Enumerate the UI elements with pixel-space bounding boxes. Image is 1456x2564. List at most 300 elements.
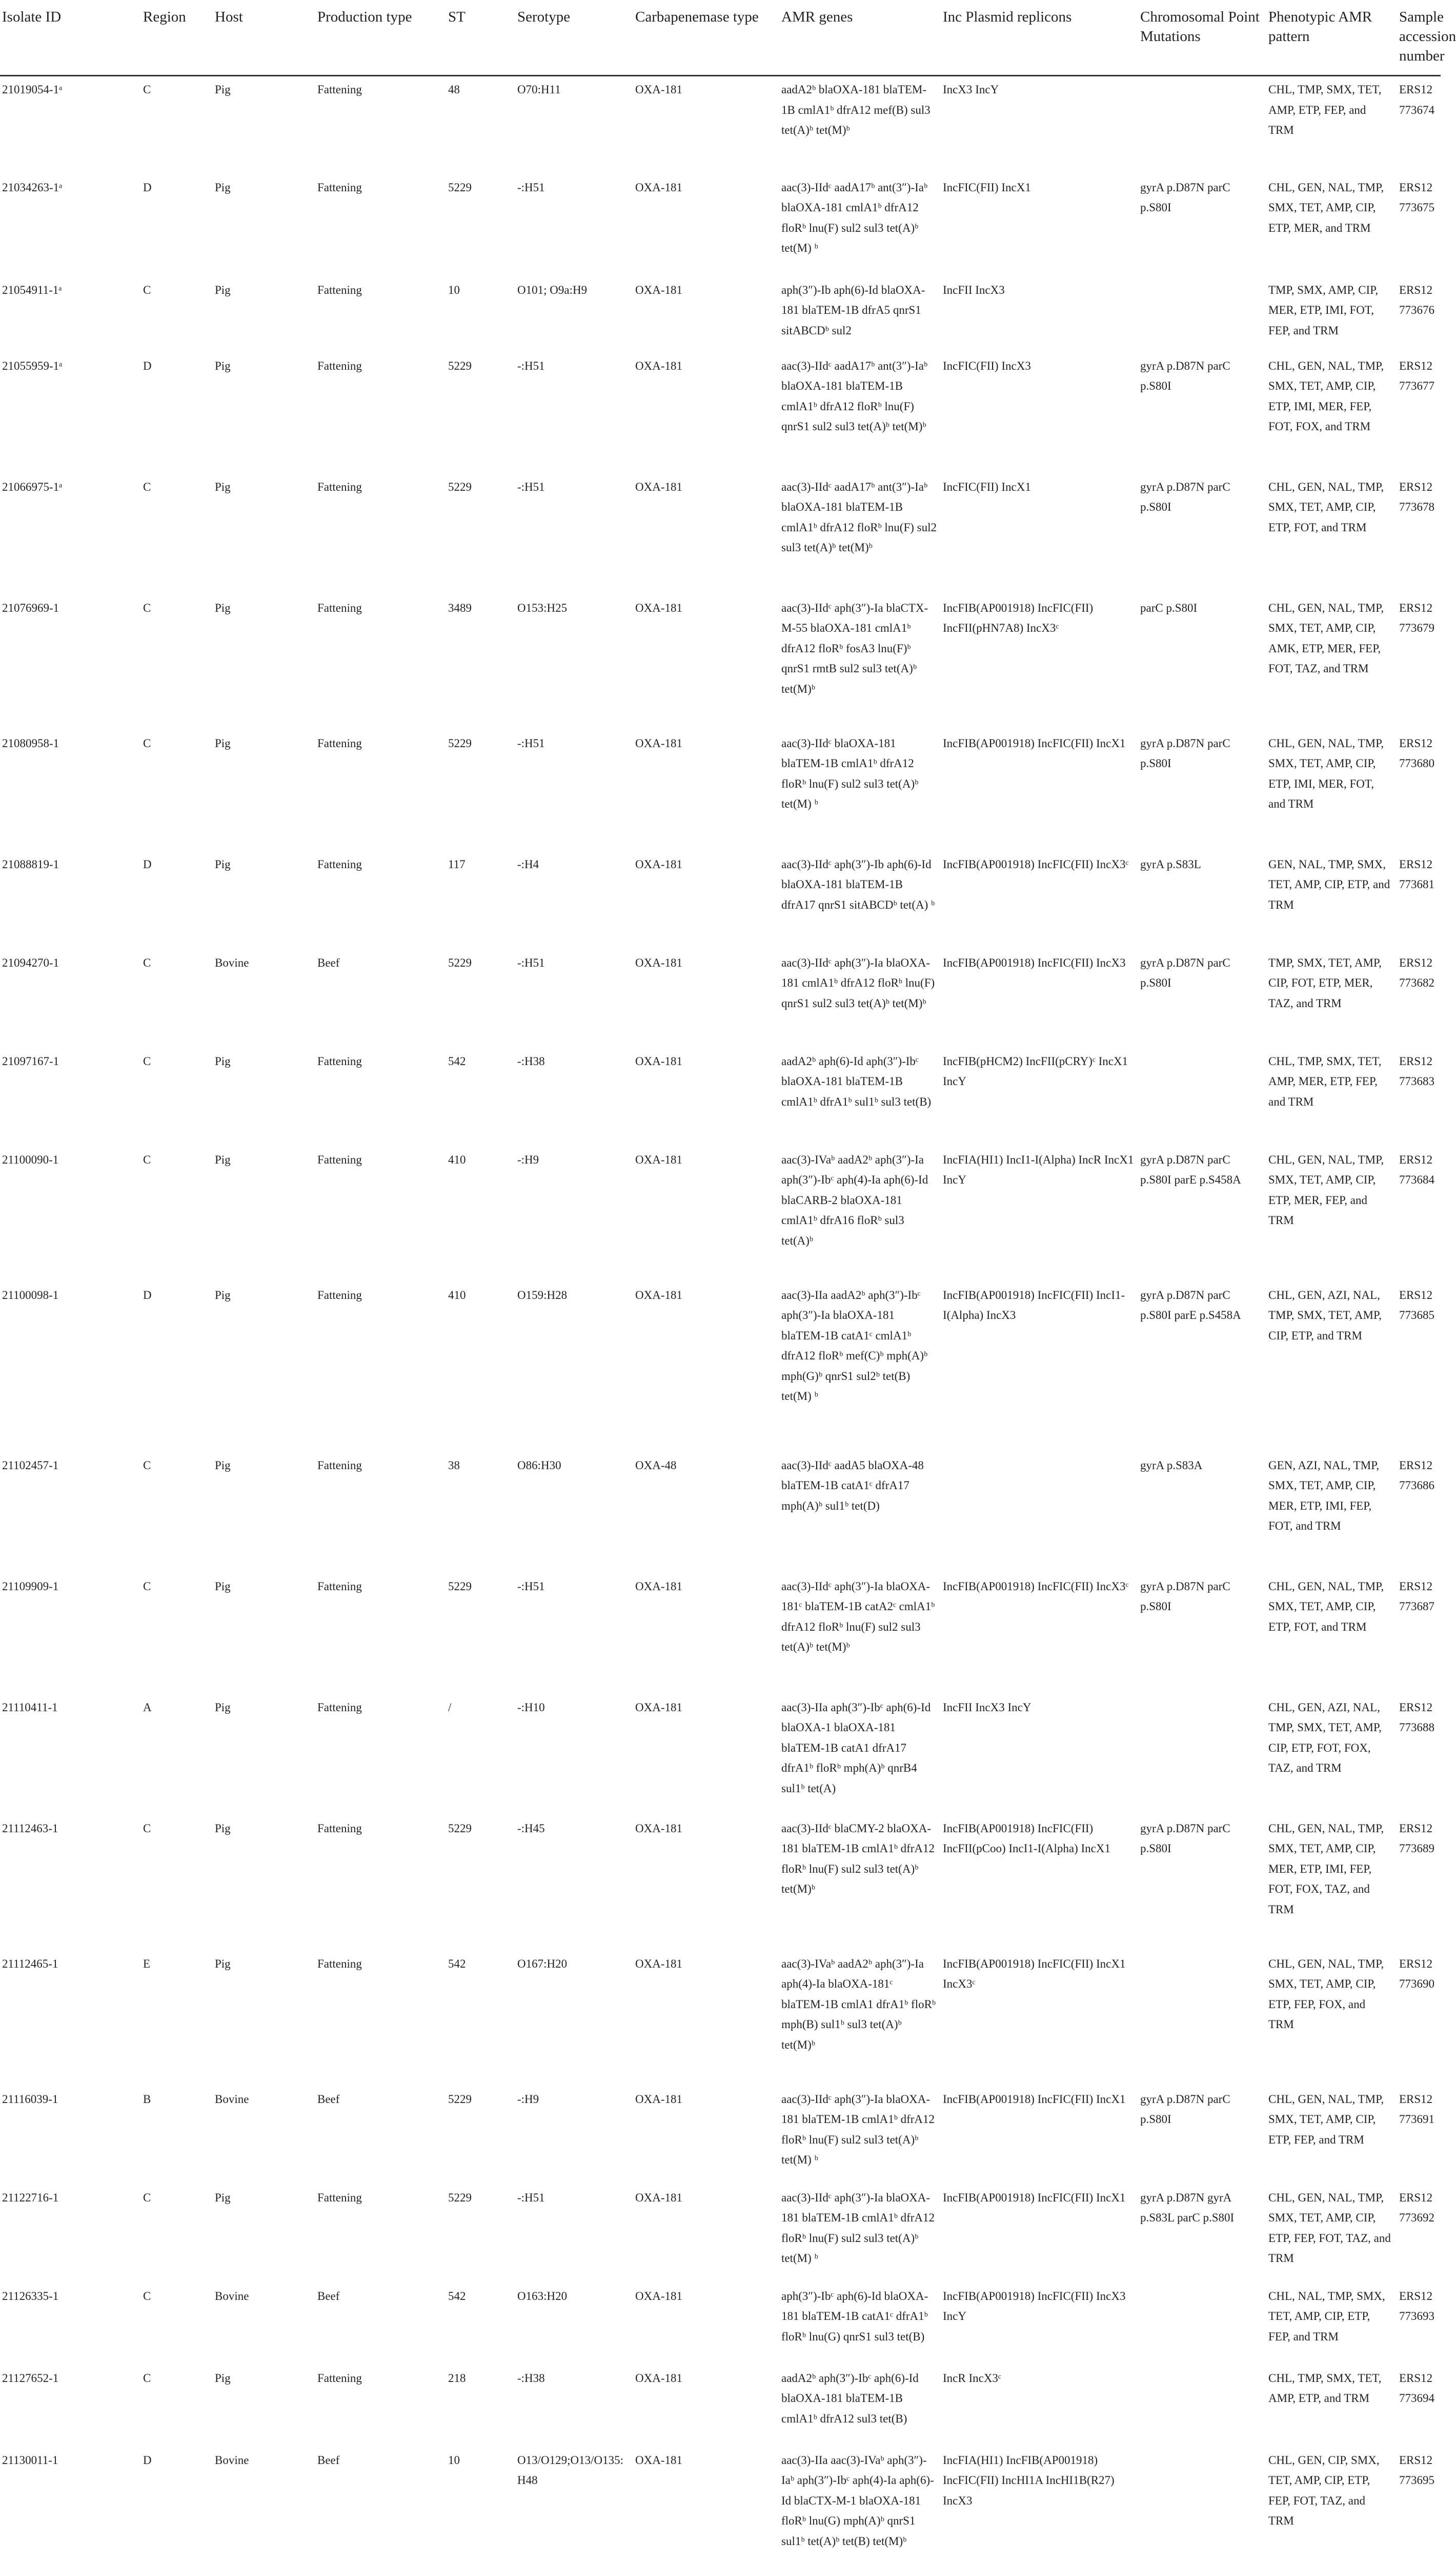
cell-production-type: Fattening [317,181,362,194]
cell-region: E [143,1957,151,1970]
cell-region: C [143,1579,151,1593]
cell-host: Pig [215,1579,231,1593]
cell-isolate-id: 21019054-1ᵃ [2,83,63,96]
cell-isolate-id: 21100090-1 [2,1153,59,1166]
cell-region: B [143,2092,151,2106]
table-body [0,76,1441,2564]
cell-chromosomal-point-mutations: gyrA p.D87N parC p.S80I [1140,359,1230,392]
cell-carbapenemase-type: OXA-181 [635,1957,682,1970]
cell-production-type: Beef [317,2453,340,2467]
cell-region: C [143,601,151,614]
cell-host: Bovine [215,2092,249,2106]
cell-phenotypic-amr-pattern: CHL, GEN, NAL, TMP, SMX, TET, AMP, CIP, AMK, ETP, MER, FEP, FOT, TAZ, and TRM [1268,601,1384,675]
cell-sample-accession-number: ERS12773685 [1399,1288,1434,1321]
cell-chromosomal-point-mutations: gyrA p.S83L [1140,857,1201,871]
cell-host: Pig [215,1821,231,1835]
cell-region: C [143,1054,151,1068]
column-header-amr-genes: AMR genes [779,0,941,76]
cell-serotype: -:H51 [517,359,545,372]
cell-production-type: Fattening [317,2371,362,2385]
cell-chromosomal-point-mutations: gyrA p.D87N gyrA p.S83L parC p.S80I [1140,2191,1235,2224]
cell-phenotypic-amr-pattern: CHL, GEN, CIP, SMX, TET, AMP, CIP, ETP, FEP, FOT, TAZ, and TRM [1268,2453,1380,2527]
cell-isolate-id: 21034263-1ᵃ [2,181,63,194]
cell-inc-plasmid-replicons: IncFIC(FII) IncX1 [943,181,1031,194]
column-header-serotype: Serotype [515,0,633,76]
cell-sample-accession-number: ERS12773688 [1399,1700,1434,1734]
table-row [0,2447,1441,2564]
cell-isolate-id: 21112465-1 [2,1957,58,1970]
cell-isolate-id: 21066975-1ᵃ [2,480,63,493]
table-row [0,950,1441,1048]
table-row [0,2086,1441,2185]
cell-amr-genes: aac(3)-IIdᶜ aph(3″)-Ia blaCTX-M-55 blaOXA-181 cmlA1ᵇ dfrA12 floRᵇ fosA3 lnu(F)ᵇ qnrS1 rmtB sul2 sul3 tet(A)ᵇ tet(M)ᵇ [781,601,928,695]
cell-inc-plasmid-replicons: IncFIB(AP001918) IncFIC(FII) IncX3ᶜ [943,1579,1129,1593]
cell-carbapenemase-type: OXA-181 [635,2289,682,2302]
cell-amr-genes: aac(3)-IIdᶜ aph(3″)-Ia blaOXA-181 cmlA1ᵇ dfrA12 floRᵇ lnu(F) qnrS1 sul2 sul3 tet(A)ᵇ tet(M)ᵇ [781,956,935,1010]
cell-region: C [143,83,151,96]
cell-inc-plasmid-replicons: IncFIB(AP001918) IncFIC(FII) IncFII(pHN7A8) IncX3ᶜ [943,601,1094,634]
cell-host: Pig [215,2371,231,2385]
cell-production-type: Fattening [317,2191,362,2204]
cell-chromosomal-point-mutations [1138,2283,1266,2365]
cell-isolate-id: 21127652-1 [2,2371,59,2385]
table-row [0,1282,1441,1452]
cell-production-type: Fattening [317,1700,362,1714]
table-row [0,730,1441,851]
cell-carbapenemase-type: OXA-181 [635,359,682,372]
cell-amr-genes: aac(3)-IVaᵇ aadA2ᵇ aph(3″)-Ia aph(3″)-Ibᶜ aph(4)-Ia aph(6)-Id blaCARB-2 blaOXA-181 cmlA1ᵇ dfrA16 floRᵇ sul3 tet(A)ᵇ [781,1153,928,1247]
cell-serotype: O167:H20 [517,1957,568,1970]
cell-region: D [143,1288,152,1301]
cell-host: Pig [215,2191,231,2204]
cell-st: 117 [448,857,466,871]
cell-carbapenemase-type: OXA-181 [635,2191,682,2204]
cell-serotype: -:H4 [517,857,539,871]
cell-production-type: Fattening [317,1458,362,1472]
cell-host: Pig [215,181,231,194]
column-header-isolate-id: Isolate ID [0,0,141,76]
cell-amr-genes: aadA2ᵇ aph(6)-Id aph(3″)-Ibᶜ blaOXA-181 blaTEM-1B cmlA1ᵇ dfrA1ᵇ sul1ᵇ sul3 tet(B) [781,1054,932,1108]
cell-amr-genes: aac(3)-IIdᶜ aadA17ᵇ ant(3″)-Iaᵇ blaOXA-181 blaTEM-1B cmlA1ᵇ dfrA12 floRᵇ lnu(F) sul2 sul3 tet(A)ᵇ tet(M)ᵇ [781,480,937,554]
cell-production-type: Fattening [317,601,362,614]
cell-st: 410 [448,1153,466,1166]
table-row [0,277,1441,353]
cell-phenotypic-amr-pattern: TMP, SMX, AMP, CIP, MER, ETP, IMI, FOT, FEP, and TRM [1268,283,1379,337]
column-header-host: Host [213,0,315,76]
table-row [0,851,1441,950]
cell-st: 5229 [448,1579,472,1593]
cell-serotype: O159:H28 [517,1288,568,1301]
cell-amr-genes: aac(3)-IIdᶜ aph(3″)-Ia blaOXA-181 blaTEM-1B cmlA1ᵇ dfrA12 floRᵇ lnu(F) sul2 sul3 tet(A)ᵇ tet(M) ᵇ [781,2092,935,2166]
cell-production-type: Fattening [317,857,362,871]
cell-chromosomal-point-mutations: gyrA p.D87N parC p.S80I parE p.S458A [1140,1288,1241,1321]
cell-st: 542 [448,1054,466,1068]
cell-chromosomal-point-mutations [1138,2365,1266,2447]
cell-amr-genes: aac(3)-IIdᶜ aph(3″)-Ia blaOXA-181 blaTEM-1B cmlA1ᵇ dfrA12 floRᵇ lnu(F) sul2 sul3 tet(A)ᵇ tet(M) ᵇ [781,2191,935,2265]
cell-chromosomal-point-mutations: gyrA p.D87N parC p.S80I [1140,480,1230,513]
cell-host: Pig [215,857,231,871]
cell-inc-plasmid-replicons: IncFIC(FII) IncX3 [943,359,1031,372]
cell-st: 10 [448,283,460,296]
cell-production-type: Beef [317,2092,340,2106]
cell-carbapenemase-type: OXA-181 [635,181,682,194]
cell-sample-accession-number: ERS12773693 [1399,2289,1434,2322]
cell-host: Pig [215,1054,231,1068]
cell-amr-genes: aadA2ᵇ blaOXA-181 blaTEM-1B cmlA1ᵇ dfrA12 mef(B) sul3 tet(A)ᵇ tet(M)ᵇ [781,83,931,136]
cell-region: C [143,2289,151,2302]
cell-st: 5229 [448,736,472,750]
cell-amr-genes: aac(3)-IIdᶜ aadA17ᵇ ant(3″)-Iaᵇ blaOXA-181 blaTEM-1B cmlA1ᵇ dfrA12 floRᵇ lnu(F) qnrS1 sul2 sul3 tet(A)ᵇ tet(M)ᵇ [781,359,928,433]
table-row [0,474,1441,595]
cell-amr-genes: aac(3)-IIdᶜ aadA5 blaOXA-48 blaTEM-1B catA1ᶜ dfrA17 mph(A)ᵇ sul1ᵇ tet(D) [781,1458,924,1512]
cell-serotype: -:H38 [517,1054,545,1068]
cell-production-type: Fattening [317,480,362,493]
cell-carbapenemase-type: OXA-181 [635,956,682,969]
cell-region: D [143,857,152,871]
cell-phenotypic-amr-pattern: GEN, AZI, NAL, TMP, SMX, TET, AMP, CIP, MER, ETP, IMI, FEP, FOT, and TRM [1268,1458,1380,1532]
cell-isolate-id: 21116039-1 [2,2092,58,2106]
column-header-phenotypic-amr-pattern: Phenotypic AMR pattern [1266,0,1397,76]
cell-st: 542 [448,2289,466,2302]
cell-sample-accession-number: ERS12773675 [1399,181,1434,214]
cell-st: 5229 [448,181,472,194]
cell-chromosomal-point-mutations [1138,277,1266,353]
cell-amr-genes: aph(3″)-Ibᶜ aph(6)-Id blaOXA-181 blaTEM-1B catA1ᶜ dfrA1ᵇ floRᵇ lnu(G) qnrS1 sul3 tet(B) [781,2289,928,2343]
cell-inc-plasmid-replicons: IncFIB(AP001918) IncFIC(FII) IncX1 IncX3ᶜ [943,1957,1126,1990]
cell-inc-plasmid-replicons: IncFIB(pHCM2) IncFII(pCRY)ᶜ IncX1 IncY [943,1054,1128,1088]
cell-serotype: O70:H11 [517,83,561,96]
cell-phenotypic-amr-pattern: CHL, GEN, AZI, NAL, TMP, SMX, TET, AMP, CIP, ETP, and TRM [1268,1288,1382,1342]
cell-host: Pig [215,736,231,750]
cell-region: C [143,2191,151,2204]
cell-inc-plasmid-replicons: IncFIC(FII) IncX1 [943,480,1031,493]
cell-inc-plasmid-replicons: IncFIB(AP001918) IncFIC(FII) IncX1 [943,2092,1126,2106]
cell-inc-plasmid-replicons: IncFIB(AP001918) IncFIC(FII) IncFII(pCoo) IncI1-I(Alpha) IncX1 [943,1821,1110,1855]
cell-isolate-id: 21055959-1ᵃ [2,359,63,372]
cell-serotype: O86:H30 [517,1458,561,1472]
table-row [0,1815,1441,1951]
cell-chromosomal-point-mutations: gyrA p.D87N parC p.S80I [1140,1821,1230,1855]
cell-phenotypic-amr-pattern: CHL, GEN, NAL, TMP, SMX, TET, AMP, CIP, ETP, FEP, and TRM [1268,2092,1384,2146]
table-row [0,2283,1441,2365]
cell-phenotypic-amr-pattern: CHL, GEN, NAL, TMP, SMX, TET, AMP, CIP, ETP, FEP, FOX, and TRM [1268,1957,1384,2031]
cell-chromosomal-point-mutations: gyrA p.D87N parC p.S80I [1140,956,1230,989]
cell-production-type: Fattening [317,359,362,372]
cell-st: 5229 [448,2092,472,2106]
table-row [0,595,1441,730]
cell-serotype: -:H51 [517,181,545,194]
cell-st: 5229 [448,2191,472,2204]
cell-region: D [143,2453,152,2467]
cell-phenotypic-amr-pattern: CHL, GEN, NAL, TMP, SMX, TET, AMP, CIP, ETP, FEP, FOT, TAZ, and TRM [1268,2191,1391,2265]
cell-st: 10 [448,2453,460,2467]
cell-chromosomal-point-mutations: gyrA p.D87N parC p.S80I [1140,1579,1230,1613]
cell-phenotypic-amr-pattern: CHL, GEN, NAL, TMP, SMX, TET, AMP, CIP, ETP, FOT, and TRM [1268,480,1384,534]
table-row [0,2365,1441,2447]
cell-phenotypic-amr-pattern: GEN, NAL, TMP, SMX, TET, AMP, CIP, ETP, and TRM [1268,857,1390,911]
cell-sample-accession-number: ERS12773689 [1399,1821,1434,1855]
cell-sample-accession-number: ERS12773674 [1399,83,1434,116]
cell-serotype: -:H51 [517,480,545,493]
cell-region: C [143,283,151,296]
cell-serotype: O101; O9a:H9 [517,283,588,296]
cell-serotype: -:H51 [517,2191,545,2204]
cell-isolate-id: 21088819-1 [2,857,59,871]
cell-st: 218 [448,2371,466,2385]
cell-production-type: Fattening [317,1153,362,1166]
cell-amr-genes: aac(3)-IIdᶜ aph(3″)-Ia blaOXA-181ᶜ blaTEM-1B catA2ᶜ cmlA1ᵇ dfrA12 floRᵇ lnu(F) sul2 sul3 tet(A)ᵇ tet(M)ᵇ [781,1579,935,1653]
cell-host: Bovine [215,956,249,969]
table-row [0,1951,1441,2086]
cell-sample-accession-number: ERS12773679 [1399,601,1434,634]
cell-host: Pig [215,480,231,493]
cell-sample-accession-number: ERS12773691 [1399,2092,1434,2126]
table-header [0,0,1456,76]
cell-serotype: -:H9 [517,2092,539,2106]
cell-region: D [143,181,152,194]
cell-serotype: -:H9 [517,1153,539,1166]
cell-carbapenemase-type: OXA-181 [635,1288,682,1301]
cell-phenotypic-amr-pattern: CHL, NAL, TMP, SMX, TET, AMP, CIP, ETP, FEP, and TRM [1268,2289,1385,2343]
cell-carbapenemase-type: OXA-181 [635,1821,682,1835]
table-row [0,1452,1441,1573]
cell-inc-plasmid-replicons: IncR IncX3ᶜ [943,2371,1001,2385]
cell-sample-accession-number: ERS12773680 [1399,736,1434,770]
cell-st: 542 [448,1957,466,1970]
cell-host: Pig [215,1957,231,1970]
cell-amr-genes: aac(3)-IIdᶜ aph(3″)-Ib aph(6)-Id blaOXA-181 blaTEM-1B dfrA17 qnrS1 sitABCDᵇ tet(A) ᵇ [781,857,935,911]
cell-inc-plasmid-replicons: IncFIB(AP001918) IncFIC(FII) IncX3 IncY [943,2289,1126,2322]
cell-isolate-id: 21112463-1 [2,1821,58,1835]
cell-carbapenemase-type: OXA-181 [635,1700,682,1714]
cell-production-type: Fattening [317,83,362,96]
cell-inc-plasmid-replicons: IncFII IncX3 IncY [943,1700,1032,1714]
cell-carbapenemase-type: OXA-181 [635,1579,682,1593]
cell-serotype: O153:H25 [517,601,568,614]
cell-sample-accession-number: ERS12773686 [1399,1458,1434,1492]
cell-region: D [143,359,152,372]
cell-amr-genes: aadA2ᵇ aph(3″)-Ibᶜ aph(6)-Id blaOXA-181 blaTEM-1B cmlA1ᵇ dfrA12 sul3 tet(B) [781,2371,919,2425]
cell-st: 38 [448,1458,460,1472]
cell-chromosomal-point-mutations [1138,1951,1266,2086]
cell-serotype: -:H38 [517,2371,545,2385]
cell-phenotypic-amr-pattern: CHL, GEN, NAL, TMP, SMX, TET, AMP, CIP, MER, ETP, IMI, FEP, FOT, FOX, TAZ, and TRM [1268,1821,1384,1916]
cell-carbapenemase-type: OXA-181 [635,83,682,96]
cell-region: A [143,1700,152,1714]
cell-inc-plasmid-replicons: IncFIA(HI1) IncFIB(AP001918) IncFIC(FII) IncHI1A IncHI1B(R27) IncX3 [943,2453,1115,2507]
cell-phenotypic-amr-pattern: CHL, TMP, SMX, TET, AMP, ETP, and TRM [1268,2371,1382,2405]
cell-carbapenemase-type: OXA-181 [635,2453,682,2467]
cell-host: Bovine [215,2289,249,2302]
column-header-region: Region [141,0,213,76]
cell-sample-accession-number: ERS12773695 [1399,2453,1434,2487]
cell-serotype: -:H51 [517,956,545,969]
cell-production-type: Fattening [317,1288,362,1301]
cell-phenotypic-amr-pattern: CHL, TMP, SMX, TET, AMP, MER, ETP, FEP, and TRM [1268,1054,1382,1108]
cell-amr-genes: aac(3)-IIdᶜ aadA17ᵇ ant(3″)-Iaᵇ blaOXA-181 cmlA1ᵇ dfrA12 floRᵇ lnu(F) sul2 sul3 tet(A)ᵇ tet(M) ᵇ [781,181,928,254]
cell-serotype: O13/O129;O13/O135:H48 [517,2453,623,2487]
cell-production-type: Fattening [317,1821,362,1835]
cell-st: 48 [448,83,460,96]
cell-phenotypic-amr-pattern: TMP, SMX, TET, AMP, CIP, FOT, ETP, MER, TAZ, and TRM [1268,956,1382,1010]
table-row [0,1573,1441,1694]
cell-host: Pig [215,1458,231,1472]
cell-isolate-id: 21110411-1 [2,1700,58,1714]
cell-isolate-id: 21102457-1 [2,1458,59,1472]
cell-production-type: Fattening [317,736,362,750]
cell-isolate-id: 21100098-1 [2,1288,59,1301]
cell-sample-accession-number: ERS12773692 [1399,2191,1434,2224]
table-row [0,1147,1441,1282]
cell-carbapenemase-type: OXA-181 [635,480,682,493]
cell-carbapenemase-type: OXA-181 [635,283,682,296]
cell-isolate-id: 21094270-1 [2,956,59,969]
column-header-st: ST [446,0,515,76]
cell-carbapenemase-type: OXA-181 [635,857,682,871]
cell-region: C [143,480,151,493]
column-header-sample-accession-number: Sample accession number [1397,0,1441,76]
cell-carbapenemase-type: OXA-181 [635,736,682,750]
cell-carbapenemase-type: OXA-181 [635,2371,682,2385]
cell-chromosomal-point-mutations: gyrA p.D87N parC p.S80I [1140,2092,1230,2126]
cell-serotype: -:H10 [517,1700,545,1714]
cell-host: Pig [215,283,231,296]
cell-production-type: Fattening [317,283,362,296]
cell-isolate-id: 21097167-1 [2,1054,59,1068]
table-row [0,353,1441,474]
cell-st: 5229 [448,956,472,969]
cell-sample-accession-number: ERS12773687 [1399,1579,1434,1613]
cell-isolate-id: 21080958-1 [2,736,59,750]
cell-phenotypic-amr-pattern: CHL, GEN, NAL, TMP, SMX, TET, AMP, CIP, ETP, MER, and TRM [1268,181,1384,234]
cell-chromosomal-point-mutations [1138,2447,1266,2564]
cell-production-type: Fattening [317,1579,362,1593]
column-header-production-type: Production type [315,0,446,76]
cell-region: C [143,956,151,969]
cell-chromosomal-point-mutations: gyrA p.D87N parC p.S80I [1140,736,1230,770]
cell-carbapenemase-type: OXA-181 [635,1153,682,1166]
cell-host: Bovine [215,2453,249,2467]
cell-inc-plasmid-replicons: IncFIB(AP001918) IncFIC(FII) IncI1-I(Alpha) IncX3 [943,1288,1125,1321]
cell-isolate-id: 21109909-1 [2,1579,59,1593]
cell-carbapenemase-type: OXA-48 [635,1458,677,1472]
cell-chromosomal-point-mutations [1138,1694,1266,1815]
cell-st: / [448,1700,452,1714]
cell-production-type: Beef [317,2289,340,2302]
cell-production-type: Fattening [317,1054,362,1068]
cell-phenotypic-amr-pattern: CHL, GEN, NAL, TMP, SMX, TET, AMP, CIP, ETP, IMI, MER, FOT, and TRM [1268,736,1384,810]
cell-inc-plasmid-replicons [941,1452,1138,1573]
cell-host: Pig [215,83,231,96]
cell-sample-accession-number: ERS12773682 [1399,956,1434,989]
cell-inc-plasmid-replicons: IncFII IncX3 [943,283,1005,296]
cell-host: Pig [215,1700,231,1714]
cell-amr-genes: aac(3)-IIa aac(3)-IVaᵇ aph(3″)-Iaᵇ aph(3″)-Ibᶜ aph(4)-Ia aph(6)-Id blaCTX-M-1 blaOXA-181 floRᵇ lnu(G) mph(A)ᵇ qnrS1 sul1ᵇ tet(A)ᵇ tet(B) tet(M)ᵇ [781,2453,934,2548]
cell-phenotypic-amr-pattern: CHL, TMP, SMX, TET, AMP, ETP, FEP, and TRM [1268,83,1382,136]
cell-phenotypic-amr-pattern: CHL, GEN, AZI, NAL, TMP, SMX, TET, AMP, CIP, ETP, FOT, FOX, TAZ, and TRM [1268,1700,1382,1774]
cell-isolate-id: 21126335-1 [2,2289,59,2302]
cell-amr-genes: aac(3)-IIdᶜ blaOXA-181 blaTEM-1B cmlA1ᵇ dfrA12 floRᵇ lnu(F) sul2 sul3 tet(A)ᵇ tet(M) ᵇ [781,736,919,810]
table-row [0,174,1441,277]
cell-host: Pig [215,601,231,614]
cell-serotype: -:H51 [517,736,545,750]
cell-region: C [143,1153,151,1166]
cell-inc-plasmid-replicons: IncFIB(AP001918) IncFIC(FII) IncX3 [943,956,1126,969]
cell-region: C [143,736,151,750]
cell-inc-plasmid-replicons: IncFIA(HI1) IncI1-I(Alpha) IncR IncX1 IncY [943,1153,1134,1186]
table-row [0,1048,1441,1147]
cell-inc-plasmid-replicons: IncFIB(AP001918) IncFIC(FII) IncX1 [943,2191,1126,2204]
cell-sample-accession-number: ERS12773694 [1399,2371,1434,2405]
table-row [0,76,1441,174]
cell-region: C [143,1821,151,1835]
cell-host: Pig [215,1288,231,1301]
cell-chromosomal-point-mutations: gyrA p.D87N parC p.S80I [1140,181,1230,214]
cell-inc-plasmid-replicons: IncX3 IncY [943,83,999,96]
cell-isolate-id: 21054911-1ᵃ [2,283,62,296]
cell-sample-accession-number: ERS12773681 [1399,857,1434,891]
cell-sample-accession-number: ERS12773678 [1399,480,1434,513]
cell-amr-genes: aac(3)-IIa aph(3″)-Ibᶜ aph(6)-Id blaOXA-1 blaOXA-181 blaTEM-1B catA1 dfrA17 dfrA1ᵇ floRᵇ mph(A)ᵇ qnrB4 sul1ᵇ tet(A) [781,1700,931,1795]
column-header-chromosomal-point-mutations: Chromosomal Point Mutations [1138,0,1266,76]
cell-production-type: Beef [317,956,340,969]
cell-serotype: O163:H20 [517,2289,568,2302]
column-header-inc-plasmid-replicons: Inc Plasmid replicons [941,0,1138,76]
cell-carbapenemase-type: OXA-181 [635,601,682,614]
cell-phenotypic-amr-pattern: CHL, GEN, NAL, TMP, SMX, TET, AMP, CIP, ETP, FOT, and TRM [1268,1579,1384,1633]
cell-chromosomal-point-mutations [1138,1048,1266,1147]
cell-st: 5229 [448,359,472,372]
cell-chromosomal-point-mutations: gyrA p.D87N parC p.S80I parE p.S458A [1140,1153,1241,1186]
cell-amr-genes: aac(3)-IIdᶜ blaCMY-2 blaOXA-181 blaTEM-1B cmlA1ᵇ dfrA12 floRᵇ lnu(F) sul2 sul3 tet(A)ᵇ tet(M)ᵇ [781,1821,935,1895]
cell-host: Pig [215,359,231,372]
cell-st: 5229 [448,1821,472,1835]
cell-isolate-id: 21122716-1 [2,2191,59,2204]
header-row [0,0,1441,76]
cell-host: Pig [215,1153,231,1166]
cell-isolate-id: 21130011-1 [2,2453,58,2467]
table-row [0,1694,1441,1815]
cell-chromosomal-point-mutations [1138,76,1266,174]
cell-isolate-id: 21076969-1 [2,601,59,614]
cell-production-type: Fattening [317,1957,362,1970]
cell-phenotypic-amr-pattern: CHL, GEN, NAL, TMP, SMX, TET, AMP, CIP, ETP, IMI, MER, FEP, FOT, FOX, and TRM [1268,359,1384,433]
cell-inc-plasmid-replicons: IncFIB(AP001918) IncFIC(FII) IncX1 [943,736,1126,750]
cell-region: C [143,2371,151,2385]
cell-sample-accession-number: ERS12773690 [1399,1957,1434,1990]
cell-sample-accession-number: ERS12773676 [1399,283,1434,316]
cell-region: C [143,1458,151,1472]
cell-chromosomal-point-mutations: parC p.S80I [1140,601,1198,614]
column-header-carbapenemase-type: Carbapenemase type [633,0,779,76]
cell-amr-genes: aac(3)-IIa aadA2ᵇ aph(3″)-Ibᶜ aph(3″)-Ia blaOXA-181 blaTEM-1B catA1ᶜ cmlA1ᵇ dfrA12 floRᵇ mef(C)ᵇ mph(A)ᵇ mph(G)ᵇ qnrS1 sul2ᵇ tet(B) tet(M) ᵇ [781,1288,928,1403]
cell-inc-plasmid-replicons: IncFIB(AP001918) IncFIC(FII) IncX3ᶜ [943,857,1129,871]
cell-amr-genes: aac(3)-IVaᵇ aadA2ᵇ aph(3″)-Ia aph(4)-Ia blaOXA-181ᶜ blaTEM-1B cmlA1 dfrA1ᵇ floRᵇ mph(B) sul1ᵇ sul3 tet(A)ᵇ tet(M)ᵇ [781,1957,936,2051]
table-row [0,2185,1441,2283]
cell-st: 410 [448,1288,466,1301]
cell-sample-accession-number: ERS12773684 [1399,1153,1434,1186]
cell-st: 3489 [448,601,472,614]
cell-amr-genes: aph(3″)-Ib aph(6)-Id blaOXA-181 blaTEM-1B dfrA5 qnrS1 sitABCDᵇ sul2 [781,283,925,337]
cell-st: 5229 [448,480,472,493]
cell-serotype: -:H51 [517,1579,545,1593]
cell-carbapenemase-type: OXA-181 [635,2092,682,2106]
cell-chromosomal-point-mutations: gyrA p.S83A [1140,1458,1203,1472]
cell-serotype: -:H45 [517,1821,545,1835]
cell-carbapenemase-type: OXA-181 [635,1054,682,1068]
cell-sample-accession-number: ERS12773677 [1399,359,1434,392]
cell-sample-accession-number: ERS12773683 [1399,1054,1434,1088]
